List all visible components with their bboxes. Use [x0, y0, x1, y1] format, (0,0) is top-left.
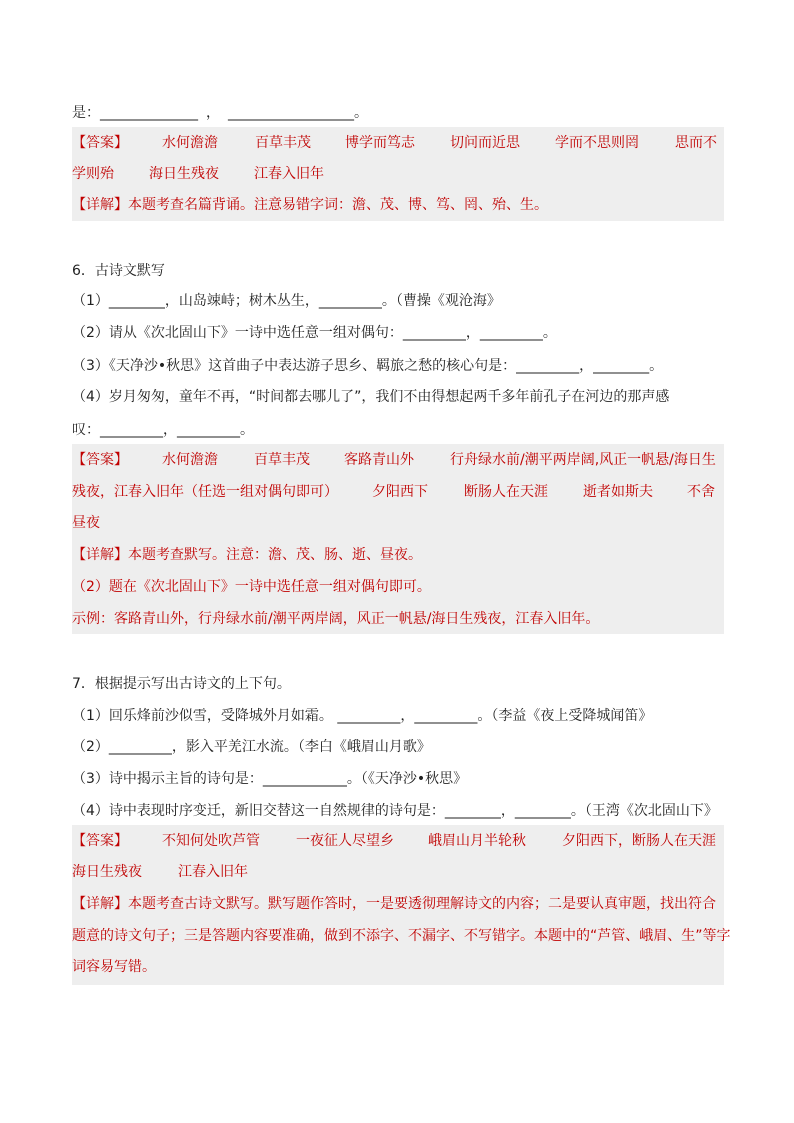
- answer-tag: 【答案】: [72, 833, 128, 849]
- answer-tag: 【答案】: [72, 135, 128, 151]
- question-item: （2）请从《次北固山下》一诗中选任意一组对偶句：_________，_________。: [72, 325, 557, 341]
- answer-line: [72, 444, 724, 476]
- answer-item: 学则殆: [72, 166, 114, 182]
- answer-item: 江春入旧年: [178, 864, 248, 880]
- answer-line: [72, 127, 724, 159]
- question-item: （4）诗中表现时序变迁，新旧交替这一自然规律的诗句是：________，________。（王湾《次北固山下》: [72, 803, 718, 819]
- fill-prefix: 是：: [72, 105, 100, 121]
- answer-line: [72, 507, 724, 539]
- answer-blank: __________________: [228, 105, 354, 121]
- detail-tag: 【详解】: [72, 197, 128, 213]
- question-item: （4）岁月匆匆，童年不再，“时间都去哪儿了”，我们不由得想起两千多年前孔子在河边的那声感: [72, 389, 670, 405]
- answer-item: 水何澹澹: [162, 135, 218, 151]
- detail-text: 本题考查默写。注意：澹、茂、肠、逝、昼夜。: [128, 547, 422, 563]
- answer-item: 博学而笃志: [345, 135, 415, 151]
- answer-item: 断肠人在天涯: [464, 484, 548, 500]
- answer-tag: 【答案】: [72, 452, 128, 468]
- question-item: （1）回乐烽前沙似雪，受降城外月如霜。 _________，_________。（李益《夜上受降城闻笛》: [72, 708, 653, 724]
- detail-text: （2）题在《次北固山下》一诗中选任意一组对偶句即可。: [72, 579, 431, 595]
- detail-line: [72, 920, 731, 952]
- question-item: （3）诗中揭示主旨的诗句是：____________。（《天净沙•秋思》: [72, 771, 468, 787]
- answer-blank: ______________: [100, 105, 198, 121]
- answer-item: 残夜，江春入旧年（任选一组对偶句即可）: [72, 484, 338, 500]
- question-title: 7．根据提示写出古诗文的上下句。: [72, 676, 291, 692]
- answer-item: 一夜征人尽望乡: [296, 833, 394, 849]
- answer-item: 百草丰茂: [255, 135, 311, 151]
- detail-line: [72, 603, 724, 635]
- answer-item: 逝者如斯夫: [583, 484, 653, 500]
- question-item: （1）________，山岛竦峙；树木丛生，_________。（曹操《观沧海》: [72, 293, 501, 309]
- detail-text: 本题考查古诗文默写。默写题作答时，一是要透彻理解诗文的内容；二是要认真审题，找出符合: [128, 896, 716, 912]
- question-title: 6．古诗文默写: [72, 263, 165, 279]
- answer-item: 思而不: [675, 135, 717, 151]
- detail-text: 题意的诗文句子；三是答题内容要准确，做到不添字、不漏字、不写错字。本题中的“芦管、峨眉、生”等字: [72, 928, 731, 944]
- answer-box: [72, 825, 731, 985]
- answer-item: 海日生残夜: [149, 166, 219, 182]
- detail-tag: 【详解】: [72, 896, 128, 912]
- detail-text: 词容易写错。: [72, 959, 156, 975]
- answer-item: 夕阳西下，断肠人在天涯: [562, 833, 716, 849]
- answer-line: [72, 825, 724, 857]
- answer-box: [72, 127, 724, 221]
- detail-line: [72, 189, 724, 221]
- question-item: 叹：_________，_________。: [72, 422, 254, 438]
- answer-line: [72, 158, 724, 190]
- answer-item: 不知何处吹芦管: [162, 833, 260, 849]
- answer-item: 昼夜: [72, 515, 100, 531]
- detail-text: 本题考查名篇背诵。注意易错字词：澹、茂、博、笃、罔、殆、生。: [128, 197, 548, 213]
- answer-line: [72, 856, 724, 888]
- answer-item: 学而不思则罔: [555, 135, 639, 151]
- answer-item: 海日生残夜: [72, 864, 142, 880]
- answer-item: 水何澹澹: [162, 452, 218, 468]
- answer-item: 客路青山外: [344, 452, 414, 468]
- answer-item: 峨眉山月半轮秋: [428, 833, 526, 849]
- separator: ，: [206, 105, 220, 121]
- answer-item: 江春入旧年: [254, 166, 324, 182]
- question-item: （2）_________，影入平羌江水流。（李白《峨眉山月歌》: [72, 739, 431, 755]
- fill-in-line: [72, 103, 724, 123]
- answer-line: [72, 476, 724, 508]
- detail-text: 示例：客路青山外，行舟绿水前/潮平两岸阔，风正一帆悬/海日生残夜，江春入旧年。: [72, 611, 600, 627]
- detail-line: [72, 888, 724, 920]
- detail-line: [72, 951, 724, 983]
- detail-line: [72, 571, 724, 603]
- detail-tag: 【详解】: [72, 547, 128, 563]
- question-item: （3）《天净沙•秋思》这首曲子中表达游子思乡、羁旅之愁的核心句是：_________，________。: [72, 358, 664, 374]
- detail-line: [72, 539, 724, 571]
- line-end: 。: [354, 105, 368, 121]
- answer-item: 切问而近思: [450, 135, 520, 151]
- answer-box: [72, 444, 724, 634]
- answer-item: 不舍: [687, 484, 715, 500]
- answer-item: 行舟绿水前/潮平两岸阔,风正一帆悬/海日生: [450, 452, 716, 468]
- answer-item: 夕阳西下: [372, 484, 428, 500]
- answer-item: 百草丰茂: [254, 452, 310, 468]
